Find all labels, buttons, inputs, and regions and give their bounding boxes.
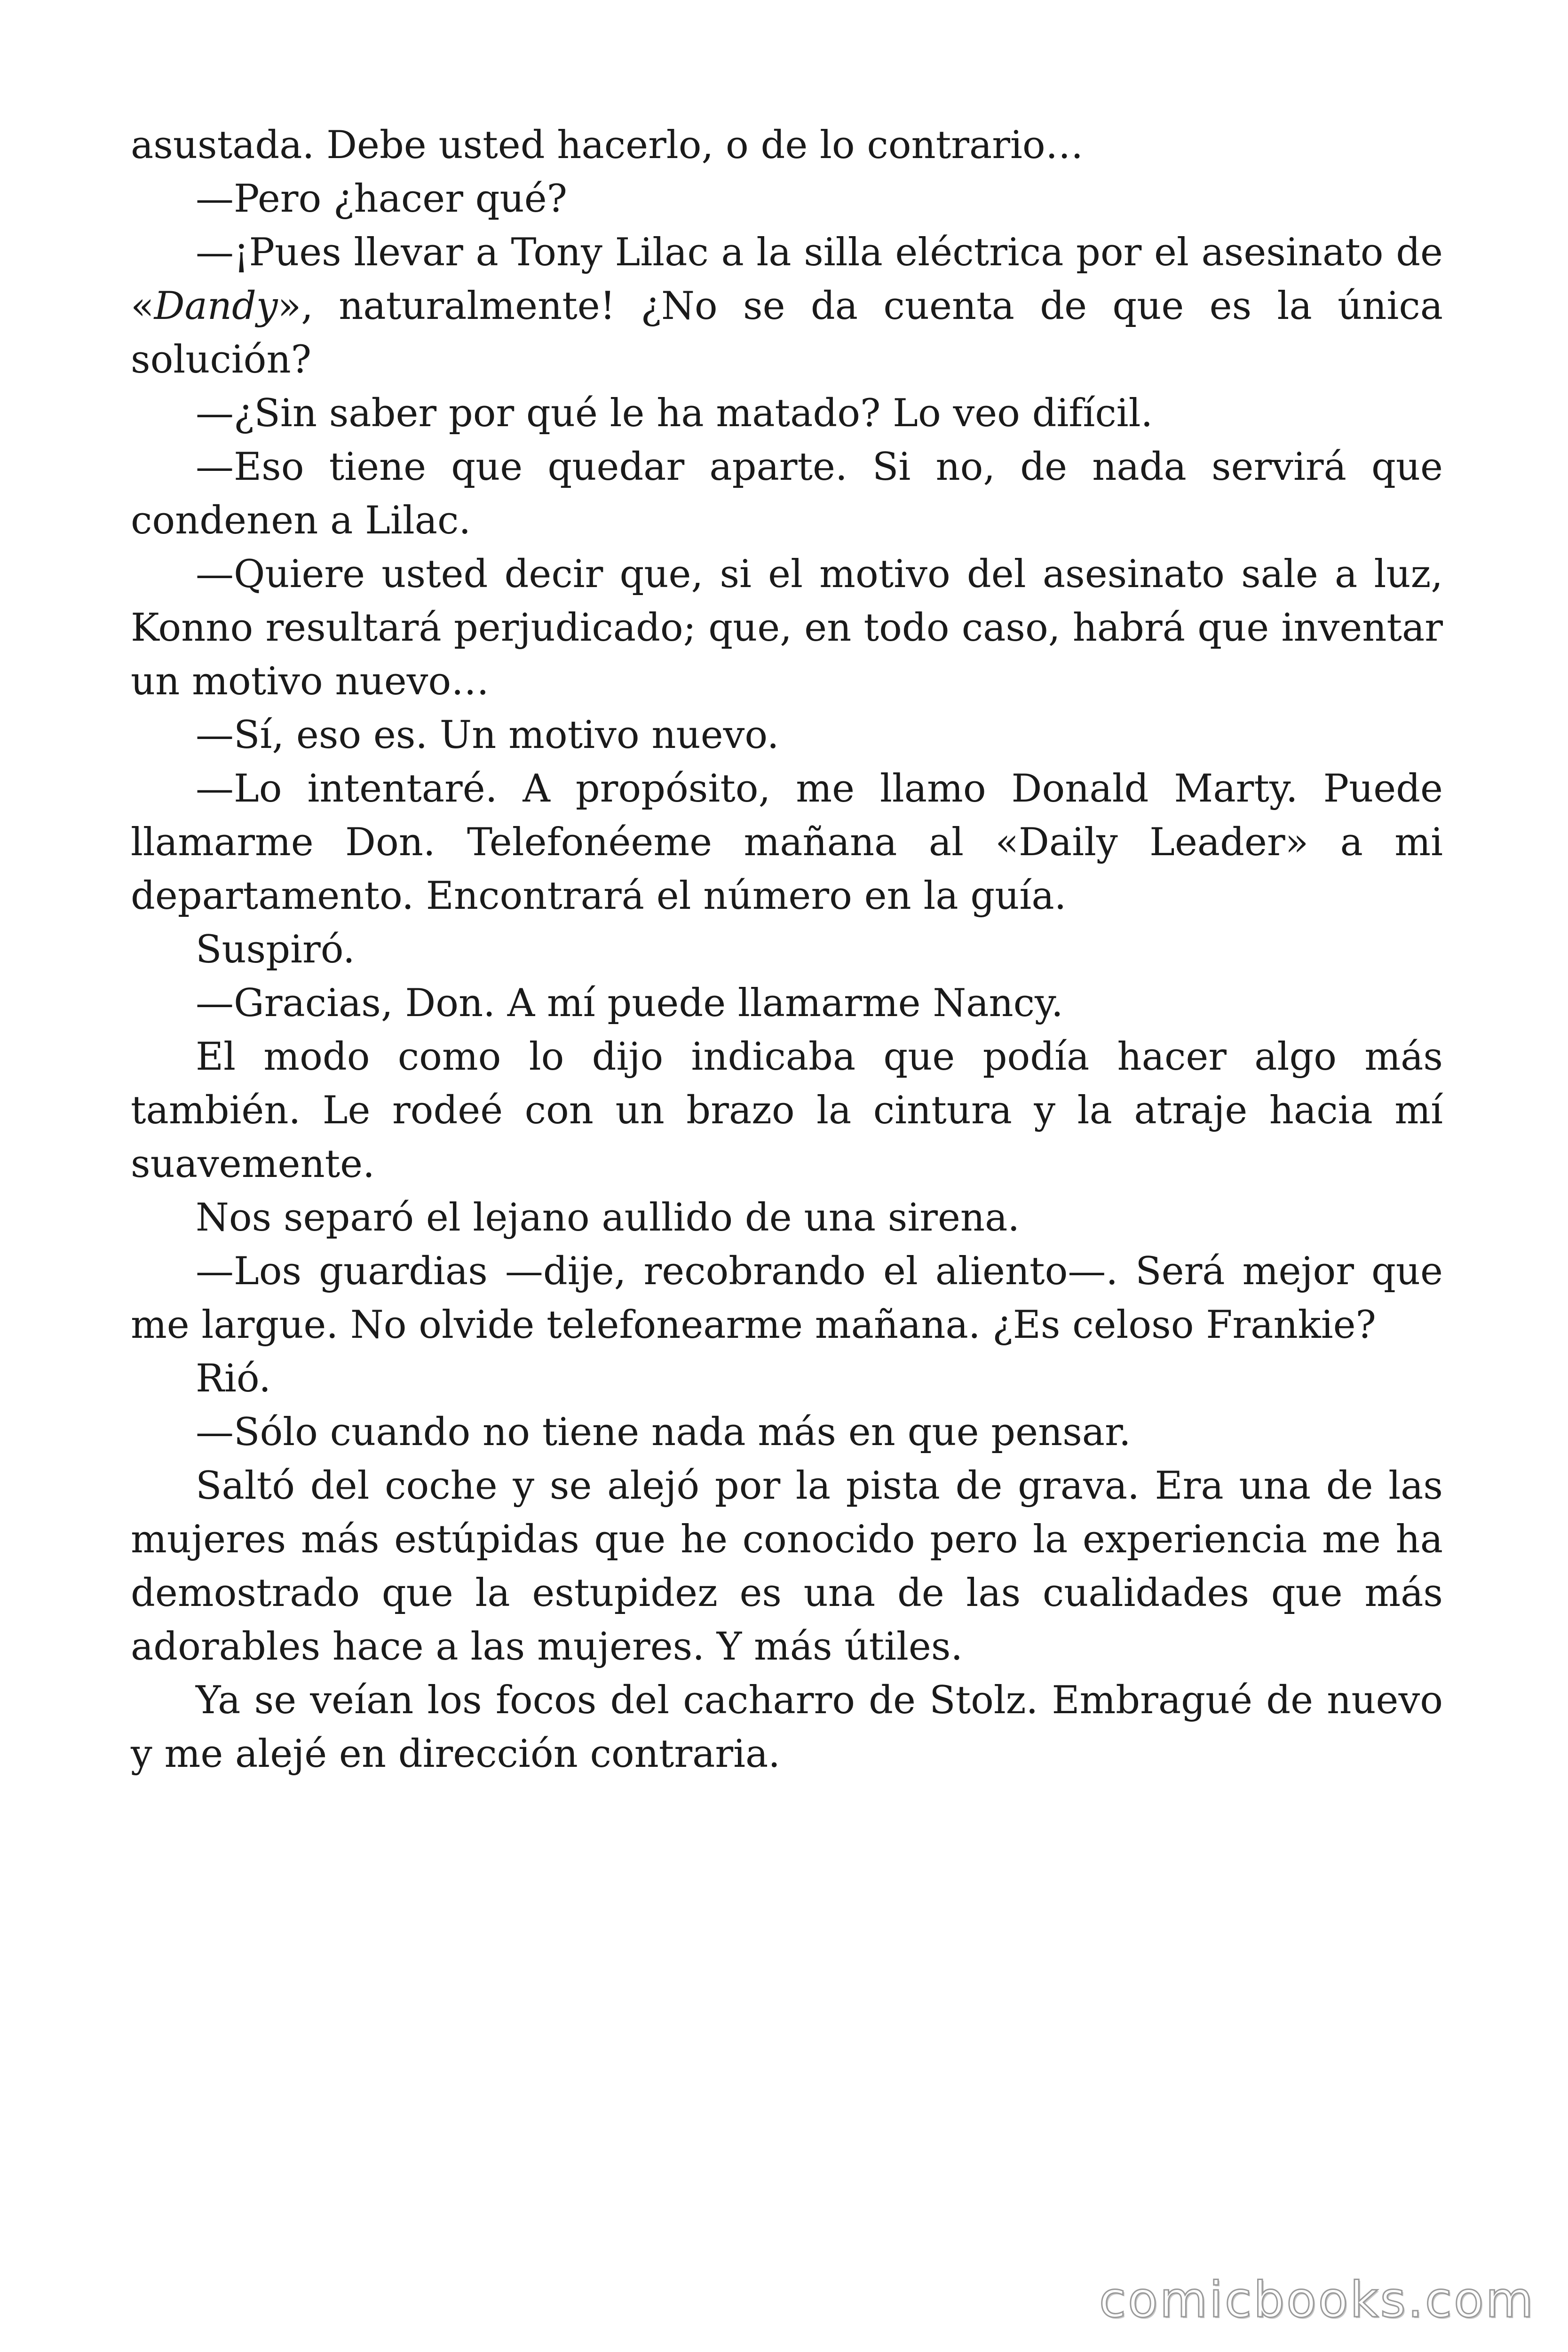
paragraph: Saltó del coche y se alejó por la pista de grava. Era una de las mujeres más estúpidas que he conocido pero la experiencia me ha demostrado que la estupidez es una de las cualidades que más adorables hace a las mujeres. Y más útiles.	[131, 1464, 1443, 1669]
paragraph: Rió.	[196, 1357, 271, 1401]
paragraph: —Los guardias —dije, recobrando el aliento—. Será mejor que me largue. No olvide telefonearme mañana. ¿Es celoso Frankie?	[131, 1249, 1443, 1347]
paragraph: —Eso tiene que quedar aparte. Si no, de nada servirá que condenen a Lilac.	[131, 445, 1443, 543]
paragraph: —Sí, eso es. Un motivo nuevo.	[196, 713, 779, 757]
paragraph: —Sólo cuando no tiene nada más en que pensar.	[196, 1410, 1131, 1454]
paragraph: —Quiere usted decir que, si el motivo del asesinato sale a luz, Konno resultará perjudicado; que, en todo caso, habrá que inventar un motivo nuevo…	[131, 552, 1443, 704]
paragraph: —Pero ¿hacer qué?	[196, 177, 568, 221]
paragraph	[131, 226, 1443, 387]
watermark: comicbooks.com	[1099, 2271, 1535, 2328]
paragraph: —Lo intentaré. A propósito, me llamo Donald Marty. Puede llamarme Don. Telefonéeme mañana al «Daily Leader» a mi departamento. Encontrará el número en la guía.	[131, 767, 1443, 918]
body-text	[131, 119, 1443, 1781]
paragraph: Ya se veían los focos del cacharro de Stolz. Embragué de nuevo y me alejé en dirección contraria.	[131, 1678, 1443, 1776]
paragraph: Nos separó el lejano aullido de una sirena.	[196, 1196, 1020, 1240]
paragraph-text: —¡Pues llevar a Tony Lilac a la silla eléctrica por el asesinato de «	[131, 230, 1443, 328]
italic-title: Dandy	[154, 284, 278, 328]
paragraph: asustada. Debe usted hacerlo, o de lo contrario…	[131, 123, 1084, 167]
paragraph: El modo como lo dijo indicaba que podía hacer algo más también. Le rodeé con un brazo la cintura y la atraje hacia mí suavemente.	[131, 1035, 1443, 1186]
paragraph: —Gracias, Don. A mí puede llamarme Nancy.	[196, 981, 1063, 1025]
paragraph-text: », naturalmente! ¿No se da cuenta de que es la única solución?	[131, 284, 1443, 382]
paragraph: Suspiró.	[196, 928, 355, 972]
paragraph: —¿Sin saber por qué le ha matado? Lo veo difícil.	[196, 391, 1153, 436]
